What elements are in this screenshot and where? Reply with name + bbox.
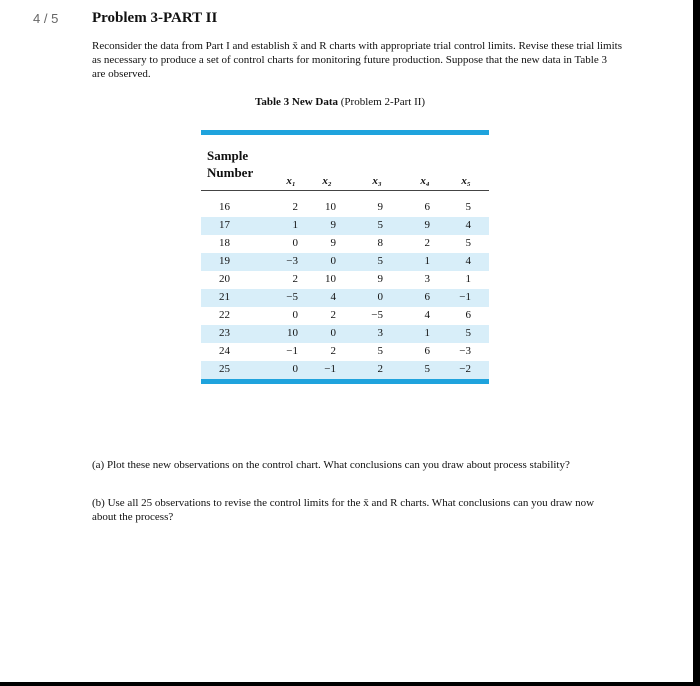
observation-cell: 8 (377, 237, 383, 249)
observation-cell: −1 (459, 291, 471, 303)
observation-cell: −1 (324, 363, 336, 375)
column-header: x₁ (286, 175, 296, 187)
observation-cell: −3 (286, 255, 298, 267)
observation-cell: 2 (292, 273, 298, 285)
observation-cell: 9 (330, 237, 336, 249)
observation-cell: 6 (424, 201, 430, 213)
data-table (201, 130, 489, 384)
table-row (201, 253, 489, 271)
observation-cell: −5 (371, 309, 383, 321)
sample-number-cell: 25 (219, 363, 230, 375)
observation-cell: −5 (286, 291, 298, 303)
observation-cell: 5 (465, 327, 471, 339)
observation-cell: 3 (424, 273, 430, 285)
column-header: x₄ (420, 175, 430, 187)
table-row (201, 199, 489, 217)
table-row (201, 235, 489, 253)
table-row (201, 361, 489, 379)
observation-cell: 0 (292, 363, 298, 375)
table-bottom-rule (201, 379, 489, 384)
sample-number-cell: 18 (219, 237, 230, 249)
observation-cell: 0 (330, 327, 336, 339)
header-line-2: Number (207, 165, 254, 180)
observation-cell: 4 (424, 309, 430, 321)
observation-cell: 9 (424, 219, 430, 231)
observation-cell: −1 (286, 345, 298, 357)
sample-number-cell: 16 (219, 201, 230, 213)
question-a: (a) Plot these new observations on the control chart. What conclusions can you draw about process stability? (92, 459, 570, 471)
viewer-border-bottom (0, 682, 700, 686)
observation-cell: 5 (465, 201, 471, 213)
table-row (201, 325, 489, 343)
question-b: (b) Use all 25 observations to revise the control limits for the x̄ and R charts. What conclusions can you draw now about the process? (92, 497, 595, 523)
sample-number-cell: 21 (219, 291, 230, 303)
table-row (201, 289, 489, 307)
table-caption-source: (Problem 2-Part II) (340, 96, 426, 108)
problem-intro: Reconsider the data from Part I and establish x̄ and R charts with appropriate trial control limits. Revise these trial limits as necessary to produce a set of control charts for monitoring future production. Suppose that the new data in Table 3 are observed. (92, 40, 623, 80)
observation-cell: 0 (292, 309, 298, 321)
observation-cell: 2 (330, 309, 336, 321)
observation-cell: 1 (424, 255, 430, 267)
sample-number-cell: 24 (219, 345, 230, 357)
observation-cell: −2 (459, 363, 471, 375)
observation-cell: 4 (465, 255, 471, 267)
observation-cell: 0 (377, 291, 383, 303)
observation-cell: 5 (424, 363, 430, 375)
table-row (201, 271, 489, 289)
observation-cell: 4 (465, 219, 471, 231)
observation-cell: 9 (377, 273, 383, 285)
sample-number-cell: 17 (219, 219, 230, 231)
observation-cell: 2 (424, 237, 430, 249)
observation-cell: 9 (377, 201, 383, 213)
table-header (201, 135, 489, 191)
observation-cell: 5 (465, 237, 471, 249)
sample-number-cell: 22 (219, 309, 230, 321)
table-row (201, 343, 489, 361)
observation-cell: 0 (292, 237, 298, 249)
table-body (201, 191, 489, 379)
header-line-1: Sample (207, 148, 249, 163)
table-row (201, 307, 489, 325)
sample-number-cell: 19 (219, 255, 230, 267)
table-caption (255, 96, 425, 108)
observation-cell: 6 (424, 291, 430, 303)
observation-cell: 5 (377, 255, 383, 267)
observation-cell: 1 (424, 327, 430, 339)
observation-cell: 3 (377, 327, 383, 339)
observation-cell: 10 (325, 273, 336, 285)
observation-cell: 1 (465, 273, 471, 285)
viewer-border-right (693, 0, 700, 686)
observation-cell: 2 (330, 345, 336, 357)
observation-cell: 10 (287, 327, 298, 339)
observation-cell: 6 (465, 309, 471, 321)
observation-cell: 1 (292, 219, 298, 231)
sample-number-header (207, 147, 253, 181)
observation-cell: 5 (377, 219, 383, 231)
column-header: x₂ (322, 175, 332, 187)
observation-cell: 0 (330, 255, 336, 267)
observation-cell: 2 (292, 201, 298, 213)
sample-number-cell: 20 (219, 273, 230, 285)
observation-cell: 10 (325, 201, 336, 213)
column-header: x₃ (372, 175, 382, 187)
observation-cell: 9 (330, 219, 336, 231)
sample-number-cell: 23 (219, 327, 230, 339)
observation-cell: 6 (424, 345, 430, 357)
observation-cell: 4 (330, 291, 336, 303)
table-row (201, 217, 489, 235)
page-indicator: 4 / 5 (33, 11, 59, 26)
observation-cell: 5 (377, 345, 383, 357)
column-header: x₅ (461, 175, 471, 187)
observation-cell: −3 (459, 345, 471, 357)
problem-title: Problem 3-PART II (92, 10, 218, 26)
table-caption-label: Table 3 New Data (255, 96, 339, 108)
observation-cell: 2 (377, 363, 383, 375)
